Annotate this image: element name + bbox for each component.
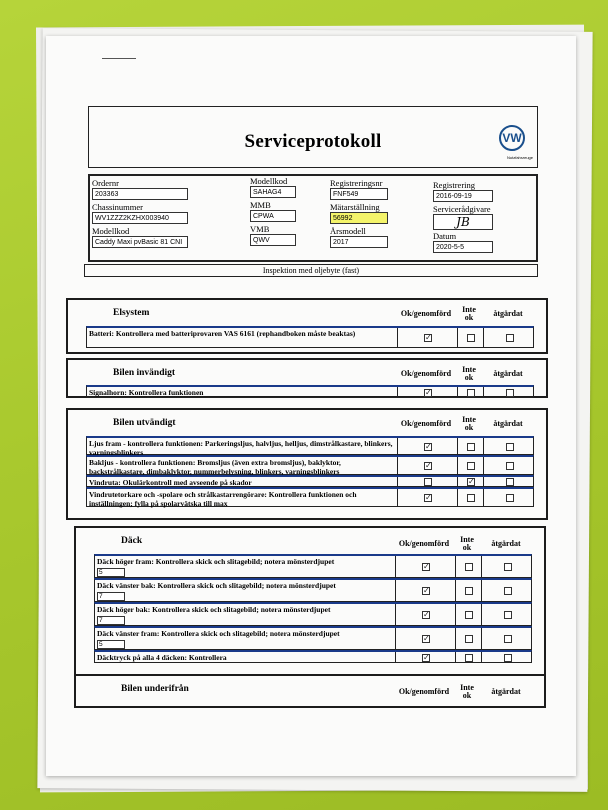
- field-arsmodell: 2017: [330, 236, 388, 248]
- section-2: [66, 408, 548, 520]
- field-label-ordernr: Ordernr: [92, 178, 119, 188]
- checkbox-fixed[interactable]: [506, 494, 514, 502]
- section-title: Bilen invändigt: [113, 368, 176, 378]
- tread-depth-field[interactable]: 5: [97, 568, 125, 577]
- column-fixed: åtgärdat: [491, 687, 521, 696]
- checkbox-not-ok[interactable]: [467, 443, 475, 451]
- row-cell-ok: [397, 328, 458, 347]
- checkbox-fixed[interactable]: [506, 389, 514, 397]
- checkbox-fixed[interactable]: [506, 443, 514, 451]
- field-label-registreringsnr: Registreringsnr: [330, 178, 383, 188]
- checklist-row: [94, 650, 532, 663]
- checkbox-not-ok[interactable]: [465, 587, 473, 595]
- field-servicerådgivare: JB: [433, 214, 493, 230]
- column-fixed: åtgärdat: [491, 539, 521, 548]
- row-cell-not-ok: [457, 489, 484, 506]
- checkbox-ok[interactable]: ✓: [425, 493, 432, 502]
- section-3: [74, 526, 546, 676]
- checklist-row: [94, 578, 532, 602]
- field-registreringsnr: FNF549: [330, 188, 388, 200]
- checkbox-fixed[interactable]: [504, 635, 512, 643]
- field-label-modellkod: Modellkod: [250, 176, 288, 186]
- row-cell-not-ok: [455, 652, 482, 662]
- row-cell-ok: [397, 457, 458, 474]
- checkbox-not-ok[interactable]: [467, 389, 475, 397]
- field-label-arsmodell: Årsmodell: [330, 226, 366, 236]
- checklist-row: [86, 385, 534, 398]
- checklist-row: [86, 326, 534, 348]
- row-cell-not-ok: [457, 457, 484, 474]
- inspection-title-box: [84, 264, 538, 277]
- tread-depth-field[interactable]: 5: [97, 640, 125, 649]
- row-cell-fixed: [481, 580, 534, 601]
- pen-mark: [102, 58, 136, 59]
- field-label-registrering: Registrering: [433, 180, 476, 190]
- row-cell-not-ok: [457, 328, 484, 347]
- row-cell-not-ok: [457, 387, 484, 397]
- row-cell-not-ok: [457, 438, 484, 454]
- row-description: Däck vänster fram: Kontrollera skick och slitagebild; notera mönsterdjupet: [97, 629, 340, 638]
- row-description: Däck höger bak: Kontrollera skick och slitagebild; notera mönsterdjupet: [97, 605, 331, 614]
- checkbox-ok[interactable]: [424, 478, 432, 486]
- checkbox-ok[interactable]: ✓: [425, 333, 432, 342]
- row-cell-ok: [395, 652, 456, 662]
- checkbox-ok[interactable]: ✓: [425, 441, 432, 451]
- column-ok: Ok/genomförd: [400, 419, 452, 428]
- checkbox-ok[interactable]: ✓: [423, 610, 430, 619]
- row-description: Vindruta: Okulärkontroll med avseende på skador: [89, 478, 252, 487]
- column-not-ok: Inte ok: [460, 683, 474, 700]
- field-label-servicerådgivare: Servicerådgivare: [433, 204, 491, 214]
- checkbox-ok[interactable]: ✓: [423, 562, 430, 571]
- field-vmb: QWV: [250, 234, 296, 246]
- row-description: Däck vänster bak: Kontrollera skick och slitagebild; notera mönsterdjupet: [97, 581, 336, 590]
- checkbox-ok[interactable]: ✓: [425, 387, 432, 397]
- column-ok: Ok/genomförd: [400, 309, 452, 318]
- column-not-ok: Inte ok: [462, 415, 476, 432]
- field-label-modellkod-2: Modellkod: [92, 226, 130, 236]
- column-ok: Ok/genomförd: [400, 369, 452, 378]
- checkbox-not-ok[interactable]: [465, 611, 473, 619]
- checkbox-not-ok[interactable]: ✓: [468, 477, 475, 486]
- column-fixed: åtgärdat: [493, 419, 523, 428]
- field-registrering: 2016-09-19: [433, 190, 493, 202]
- field-ordernr: 203363: [92, 188, 188, 200]
- row-description: Däck höger fram: Kontrollera skick och slitagebild; notera mönsterdjupet: [97, 557, 335, 566]
- row-cell-not-ok: [455, 556, 482, 577]
- column-fixed: åtgärdat: [493, 309, 523, 318]
- row-description: Batteri: Kontrollera med batteriprovaren VAS 6161 (rephandboken måste beaktas): [89, 329, 356, 338]
- checkbox-not-ok[interactable]: [465, 635, 473, 643]
- column-not-ok: Inte ok: [462, 305, 476, 322]
- row-cell-not-ok: [457, 477, 484, 486]
- checkbox-fixed[interactable]: [504, 563, 512, 571]
- field-label-matarstallning: Mätarställning: [330, 202, 380, 212]
- section-1: [66, 358, 548, 398]
- row-cell-fixed: [483, 438, 536, 454]
- vehicle-info-box: [88, 174, 538, 262]
- row-cell-ok: [395, 604, 456, 625]
- column-ok: Ok/genomförd: [398, 539, 450, 548]
- checkbox-fixed[interactable]: [504, 654, 512, 662]
- title-box: [88, 106, 538, 168]
- row-description: Däcktryck på alla 4 däcken: Kontrollera: [97, 653, 227, 662]
- field-label-datum: Datum: [433, 231, 457, 241]
- column-fixed: åtgärdat: [493, 369, 523, 378]
- row-cell-ok: [395, 580, 456, 601]
- checkbox-fixed[interactable]: [504, 611, 512, 619]
- section-0: [66, 298, 548, 354]
- field-modellkod: SAHAG4: [250, 186, 296, 198]
- field-label-vmb: VMB: [250, 224, 270, 234]
- row-description: Bakljus - kontrollera funktionen: Bromsljus (även extra bromsljus), baklyktor, backstrålkastare, dimbaklyktor, nummerbelysning, blinkers, varningsblinkers: [89, 458, 341, 476]
- row-cell-ok: [395, 556, 456, 577]
- row-cell-fixed: [483, 489, 536, 506]
- row-cell-ok: [397, 477, 458, 486]
- checklist-row: [86, 436, 534, 455]
- row-cell-fixed: [483, 387, 536, 397]
- inspection-title: Inspektion med oljebyte (fast): [262, 266, 360, 275]
- section-title: Elsystem: [113, 308, 150, 318]
- page-title: Serviceprotokoll: [244, 131, 382, 152]
- checkbox-ok[interactable]: ✓: [423, 634, 430, 643]
- row-cell-fixed: [481, 604, 534, 625]
- field-mmb: CPWA: [250, 210, 296, 222]
- checkbox-not-ok[interactable]: [465, 654, 473, 662]
- checkbox-fixed[interactable]: [506, 462, 514, 470]
- section-title: Bilen underifrån: [121, 684, 189, 694]
- checkbox-not-ok[interactable]: [467, 462, 475, 470]
- row-description: Signalhorn: Kontrollera funktionen: [89, 388, 204, 397]
- row-cell-not-ok: [455, 604, 482, 625]
- row-cell-ok: [397, 438, 458, 454]
- checklist-row: [86, 455, 534, 475]
- column-ok: Ok/genomförd: [398, 687, 450, 696]
- row-cell-fixed: [483, 328, 536, 347]
- row-cell-fixed: [483, 457, 536, 474]
- checkbox-not-ok[interactable]: [467, 334, 475, 342]
- field-label-mmb: MMB: [250, 200, 271, 210]
- section-4: [74, 674, 546, 708]
- field-datum: 2020-5-5: [433, 241, 493, 253]
- row-cell-ok: [395, 628, 456, 649]
- checklist-row: [94, 554, 532, 578]
- checklist-row: [94, 602, 532, 626]
- checklist-row: [86, 475, 534, 487]
- row-cell-fixed: [481, 628, 534, 649]
- field-label-chassinummer: Chassinummer: [92, 202, 143, 212]
- row-cell-ok: [397, 489, 458, 506]
- checkbox-ok[interactable]: ✓: [423, 652, 430, 662]
- section-title: Däck: [121, 536, 143, 546]
- section-title: Bilen utvändigt: [113, 418, 176, 428]
- column-not-ok: Inte ok: [462, 365, 476, 382]
- checklist-row: [94, 626, 532, 650]
- checkbox-fixed[interactable]: [506, 478, 514, 486]
- row-description: Vindrutetorkare och -spolare och strålkastarrengörare: Kontrollera funktionen och inställningen; fylla på spolarvätska till max: [89, 490, 357, 508]
- row-cell-fixed: [481, 556, 534, 577]
- checkbox-fixed[interactable]: [506, 334, 514, 342]
- checkbox-ok[interactable]: ✓: [423, 586, 430, 595]
- field-model-name: Caddy Maxi pvBasic 81 CNI: [92, 236, 188, 248]
- checklist-row: [86, 487, 534, 507]
- field-matarstallning: 56992: [330, 212, 388, 224]
- row-cell-ok: [397, 387, 458, 397]
- vw-logo-icon: VW: [499, 125, 525, 151]
- brand-tagline: Nutzfahrzeuge: [506, 155, 533, 160]
- checkbox-not-ok[interactable]: [467, 494, 475, 502]
- document-page: [46, 36, 576, 776]
- row-cell-not-ok: [455, 628, 482, 649]
- checkbox-ok[interactable]: ✓: [425, 461, 432, 470]
- tread-depth-field[interactable]: 7: [97, 592, 125, 601]
- column-not-ok: Inte ok: [460, 535, 474, 552]
- row-cell-fixed: [483, 477, 536, 486]
- checkbox-fixed[interactable]: [504, 587, 512, 595]
- row-cell-fixed: [481, 652, 534, 662]
- field-chassinummer: WV1ZZZ2KZHX003940: [92, 212, 188, 224]
- checkbox-not-ok[interactable]: [465, 563, 473, 571]
- tread-depth-field[interactable]: 7: [97, 616, 125, 625]
- row-cell-not-ok: [455, 580, 482, 601]
- row-description: Ljus fram - kontrollera funktionen: Parkeringsljus, halvljus, helljus, dimstrålkastare, blinkers, varningsblinkers: [89, 439, 393, 457]
